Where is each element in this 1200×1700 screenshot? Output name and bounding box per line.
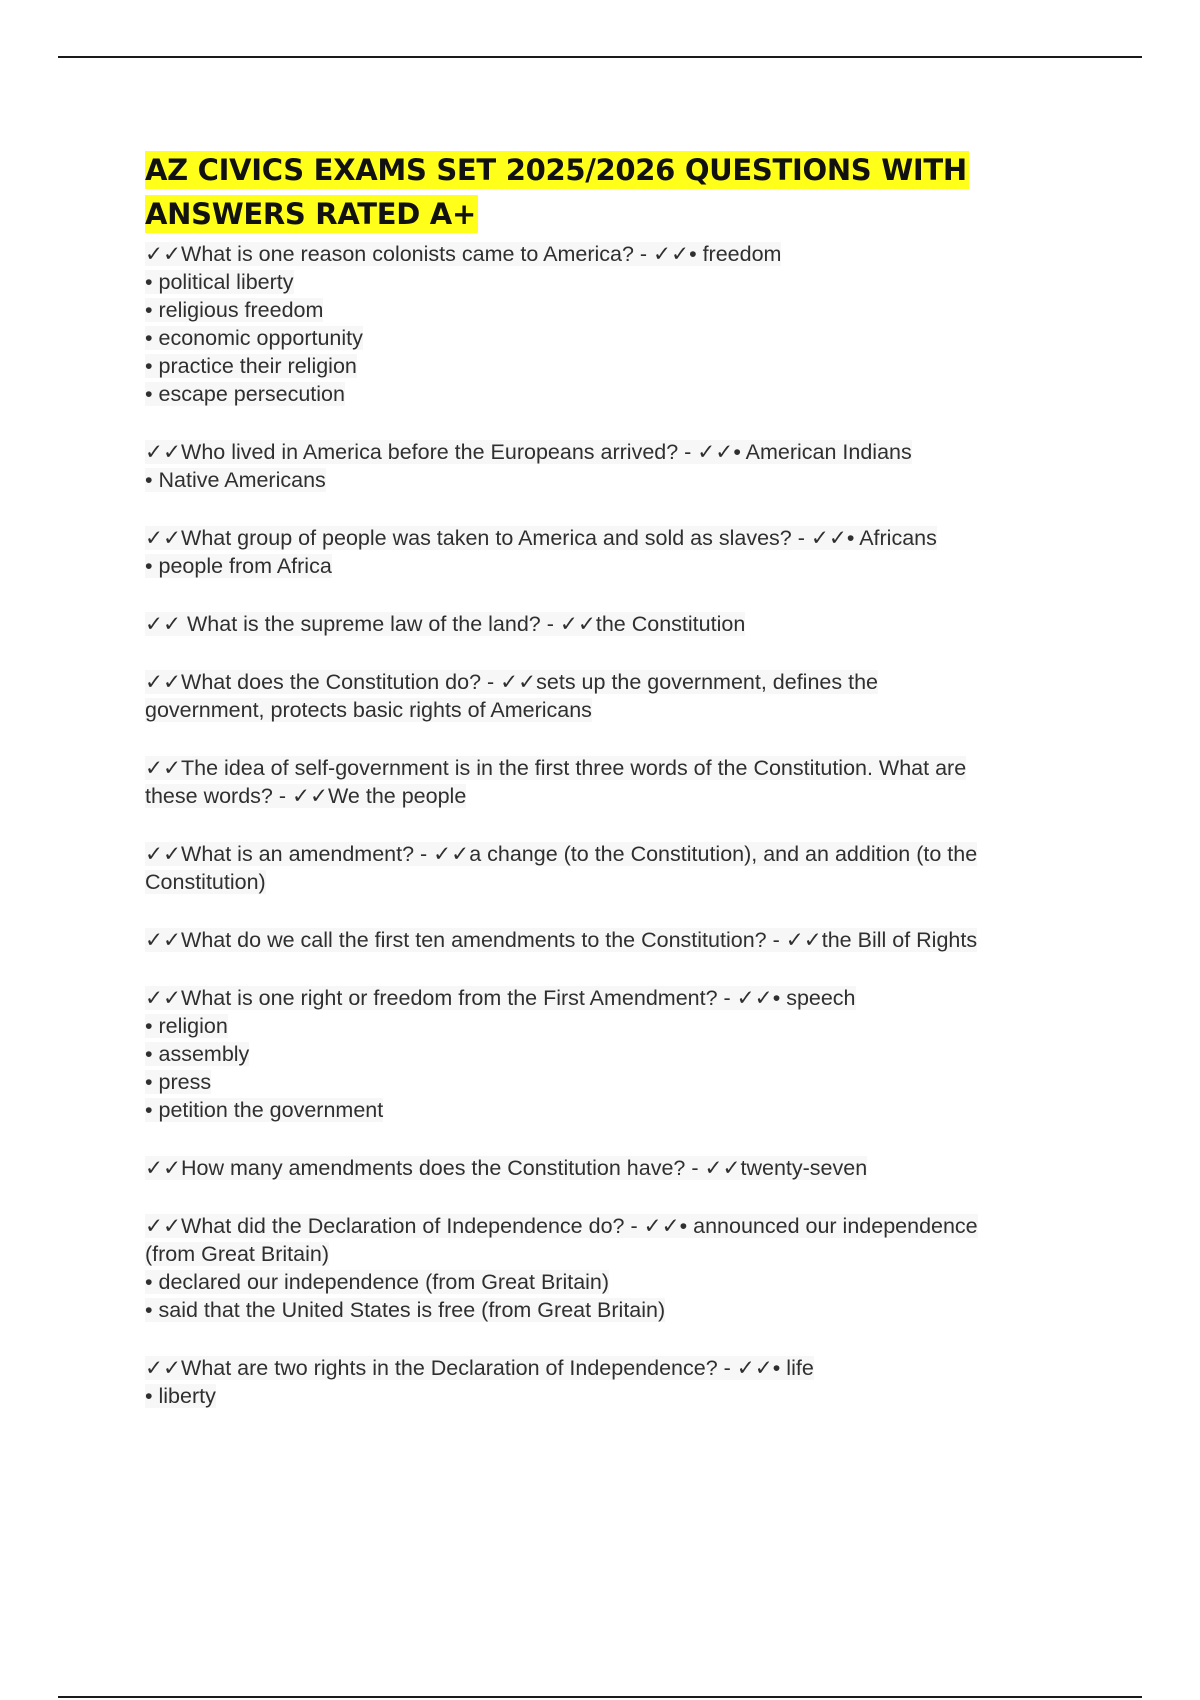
document-title — [145, 148, 1105, 236]
qa-question-line — [145, 524, 1105, 552]
qa-line-text: • petition the government — [145, 1098, 384, 1122]
qa-item — [145, 984, 1105, 1124]
qa-question-line — [145, 926, 1105, 954]
qa-line-text: these words? - ✓✓We the people — [145, 784, 467, 808]
qa-question-line — [145, 668, 1105, 696]
qa-line-text: • religion — [145, 1014, 228, 1038]
title-line-1: AZ CIVICS EXAMS SET 2025/2026 QUESTIONS WITH — [145, 153, 967, 187]
qa-line-text: ✓✓What did the Declaration of Independence do? - ✓✓• announced our independence — [145, 1214, 978, 1238]
qa-question-line — [145, 1354, 1105, 1382]
qa-item — [145, 240, 1105, 408]
qa-answer-line — [145, 466, 1105, 494]
qa-item — [145, 754, 1105, 810]
qa-line-text: • escape persecution — [145, 382, 345, 406]
qa-line-text: • Native Americans — [145, 468, 326, 492]
qa-item — [145, 668, 1105, 724]
qa-question-line — [145, 840, 1105, 868]
qa-line-text: ✓✓What is one reason colonists came to America? - ✓✓• freedom — [145, 242, 782, 266]
qa-answer-line — [145, 1240, 1105, 1268]
qa-line-text: • political liberty — [145, 270, 294, 294]
qa-question-line — [145, 1154, 1105, 1182]
qa-line-text: • economic opportunity — [145, 326, 363, 350]
qa-question-line — [145, 240, 1105, 268]
qa-answer-line — [145, 1068, 1105, 1096]
qa-line-text: ✓✓How many amendments does the Constitution have? - ✓✓twenty-seven — [145, 1156, 868, 1180]
qa-answer-line — [145, 1012, 1105, 1040]
qa-item — [145, 1154, 1105, 1182]
qa-line-text: ✓✓The idea of self-government is in the first three words of the Constitution. What are — [145, 756, 967, 780]
qa-line-text: ✓✓What is one right or freedom from the First Amendment? - ✓✓• speech — [145, 986, 856, 1010]
qa-item — [145, 524, 1105, 580]
qa-answer-line — [145, 380, 1105, 408]
qa-question-line — [145, 984, 1105, 1012]
qa-line-text: ✓✓What are two rights in the Declaration of Independence? - ✓✓• life — [145, 1356, 814, 1380]
qa-line-text: ✓✓What does the Constitution do? - ✓✓sets up the government, defines the — [145, 670, 878, 694]
qa-line-text: ✓✓Who lived in America before the Europeans arrived? - ✓✓• American Indians — [145, 440, 912, 464]
qa-line-text: • assembly — [145, 1042, 250, 1066]
qa-item — [145, 1212, 1105, 1324]
qa-question-line — [145, 610, 1105, 638]
footer-rule — [58, 1696, 1142, 1698]
qa-answer-line — [145, 868, 1105, 896]
qa-line-text: ✓✓ What is the supreme law of the land? - ✓✓the Constitution — [145, 612, 746, 636]
qa-answer-line — [145, 296, 1105, 324]
qa-answer-line — [145, 352, 1105, 380]
qa-line-text: • religious freedom — [145, 298, 324, 322]
document-body — [145, 148, 1105, 1440]
qa-answer-line — [145, 268, 1105, 296]
qa-answer-line — [145, 324, 1105, 352]
qa-answer-line — [145, 1268, 1105, 1296]
qa-line-text: • said that the United States is free (from Great Britain) — [145, 1298, 666, 1322]
qa-line-text: ✓✓What group of people was taken to America and sold as slaves? - ✓✓• Africans — [145, 526, 937, 550]
qa-item — [145, 840, 1105, 896]
qa-line-text: • people from Africa — [145, 554, 332, 578]
title-line-2: ANSWERS RATED A+ — [145, 197, 476, 231]
qa-question-line — [145, 438, 1105, 466]
qa-answer-line — [145, 1296, 1105, 1324]
qa-line-text: • press — [145, 1070, 212, 1094]
qa-answer-line — [145, 1382, 1105, 1410]
qa-item — [145, 438, 1105, 494]
qa-answer-line — [145, 696, 1105, 724]
qa-line-text: • liberty — [145, 1384, 216, 1408]
qa-answer-line — [145, 552, 1105, 580]
qa-line-text: ✓✓What is an amendment? - ✓✓a change (to the Constitution), and an addition (to the — [145, 842, 978, 866]
qa-question-line — [145, 754, 1105, 782]
qa-item — [145, 1354, 1105, 1410]
qa-answer-line — [145, 782, 1105, 810]
qa-answer-line — [145, 1040, 1105, 1068]
qa-answer-line — [145, 1096, 1105, 1124]
qa-item — [145, 926, 1105, 954]
qa-line-text: • practice their religion — [145, 354, 357, 378]
qa-question-line — [145, 1212, 1105, 1240]
qa-line-text: (from Great Britain) — [145, 1242, 329, 1266]
qa-line-text: • declared our independence (from Great Britain) — [145, 1270, 610, 1294]
header-rule — [58, 56, 1142, 58]
qa-line-text: ✓✓What do we call the first ten amendments to the Constitution? - ✓✓the Bill of Rights — [145, 928, 978, 952]
qa-line-text: Constitution) — [145, 870, 266, 894]
qa-item — [145, 610, 1105, 638]
qa-list — [145, 240, 1105, 1410]
qa-line-text: government, protects basic rights of Americans — [145, 698, 592, 722]
